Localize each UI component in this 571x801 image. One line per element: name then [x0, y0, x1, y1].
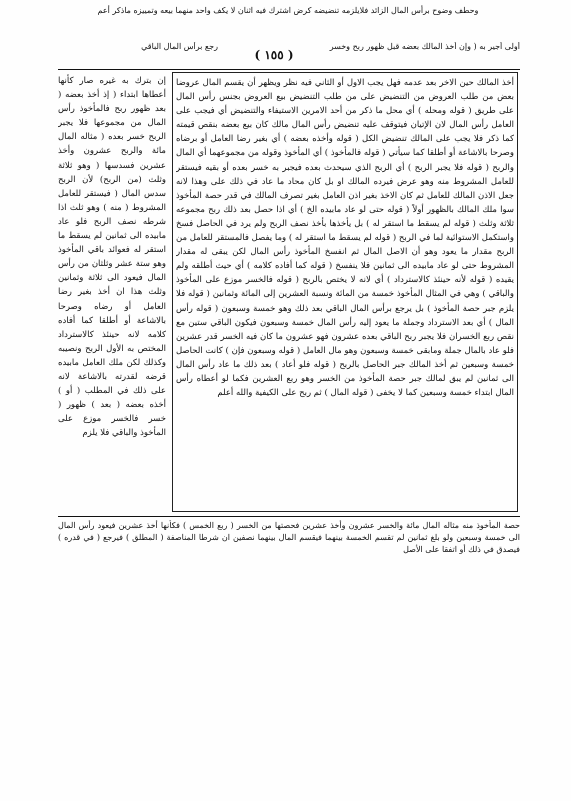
bottom-text-block: حصة المأخوذ منه مثاله المال مائة والخسر عشرون وأخذ عشرين فحصتها من الخسر ( ربع الخمس ) فكأنها أخذ عشرين فيعود رأس المال الى خمسة وسبعين ولو بلغ ثمانين لم تقسم الخمسة بينهما فيقسم المال بينهما نصفين ان شرطا المناصفة ( المطلق ) فيرجع ( في قدره ) فيصدق في ذلك أو اتفقا على الأصل	[58, 521, 520, 554]
page-header	[58, 38, 520, 72]
page-number: ( ١٥٥ )	[254, 48, 294, 62]
top-margin-note: وحطف وضوح برأس المال الزائد فلايلزمه تنضيضه كرض اشترك فيه اثنان لا يكف واحد منهما بيعه وتمييزه ماذكر أعم	[97, 6, 479, 15]
bottom-rule	[58, 516, 520, 517]
header-left-text: رجع برأس المال الباقي	[141, 42, 218, 51]
main-commentary-column: أخذ المالك حين الاخر بعد عدمه فهل يجب الاول أو الثاني فيه نظر ويظهر أن يقسم المال عروضا بعض من طلب العروض من التنضيض على من طلب التنضيض بيع العروض بجنس رأس المال على طريق ( قوله ومحله ) أي محل ما ذكر من أحد الامرين الاستيفاء والتنضيض أي فيجب على العامل رأس المال لان الإتيان فيتوقف عليه تنضيض رأس المال مالك كان بيع بعضه بنقص قيمته كما ذكر فلا يجب على المالك تنضيض الكل ( قوله وأخذه بعضه ) أي بغير رضا العامل أو برضاه وصرحا بالاشاعة أو أطلقا كما سيأتي ( قوله فالمأخوذ ) أي المأخوذ وقوله من مجموعهما أي المال والربح ( قوله فلا يجبر الربح ) أي الربح الذي سيحدث بعده فيجبر به خسر بعده أو بقيه فيستقر للعامل المشروط منه وهو عرض فيرده المالك او بل كان محاد ما عاد في ذلك على وهذا لانه جعل الاذن المالك للعامل ثم كان الاخذ بغير اذن العامل بغير تصرف المالك في قدر حصة المأخوذ سوا ملك المالك بالظهور أولاً ( قوله حتى لو عاد مابيده الخ ) أي اذا حصل بعد ذلك ربح مجموعه ثلاثة وثلث ( قوله لم يسقط ما استقر له ) بل يأخذها بأخذ نصف الربح ولم يرد في الحاصل فسخ واستكمل الاستوائية لما في الربح ( قوله لم يسقط ما استقر له ) وما يفصل فالمستقر للعامل من الربح مقدار ما يعود وهو أن الاصل المال ثم انفسخ المأخوذ رأس المال لكن يبقى له مقدار المشروط حتى لو عاد مابيده الى ثمانين فلا ينفسخ ( قوله كما أفاده كلامه ) أي حيث أطلقه ولم يقيده ( قوله لأنه حينئذ كالاسترداد ) أي لانه لا يختص بالربح ( قوله فالخسر موزع على المأخوذ والباقي ) وهي في المثال المأخوذ خمسة من المائة ونسبة العشرين إلى المائة وثمانين ( قوله فلا يلزم جبر حصة المأخوذ ) بل يرجع برأس المال الباقي بعد ذلك وهو خمسة وسبعون ( قوله رأس المال ) أي بعد الاسترداد وجملة ما يعود إليه رأس المال خمسة وسبعون فيكون الباقي ستين مع نقص ربع الخسران فلا يجبر ربح الباقي بعده عشرون فهو عشرون ما كان فيه الخسر قدر عشرين فلو عاد بالمال جملة ومابقى خمسة وسبعون وهو مال العامل ( قوله وسبعون فإن ) كانت الحاصل خمسة وسبعين ثم أخذ المالك جبر الحاصل بالربح ( قوله فلو أعاد ) بعد ذلك ما عاد رأس المال الى ثمانين لم يبق لمالك جبر حصة المأخوذ من الخسر وهو ربع العشرين فكما لو أعطاه رأس المال ابتداء خمسة وسبعين كما لا يخفى ( قوله المال ) ثم ربح على الكيفية والله أعلم	[176, 78, 514, 399]
side-commentary-column: إن بترك به غيره صار كأنها أعطاها ابتداء ( إذ أخذ بعضه ( بعد ظهور ربح فالمأخوذ رأس المال من مجموعها فلا يجبر الربح خسر بعده ( مثاله المال مائة والربح عشرون وأخذ عشرين فسدسها ( وهو ثلاثة وثلث (من الربح) لأن الربح سدس المال ( فيستقر للعامل المشروط ( منه ) وهو ثلث اذا شرطه نصف الربح فلو عاد مابيده الى ثمانين لم يسقط ما استقر له فعوائد باقي المأخوذ وهو ستة عشر وثلثان من رأس المال فيعود الى ثلاثة وثمانين وثلث هذا ان أخذ بغير رضا العامل أو رضاه وصرحا بالاشاعة أو أطلقا كما أفاده كلامه لانه حينئذ كالاسترداد المختص به الأول الربح ونصيبه وكذلك لكن ملك العامل مابيده قرضه لقدرته بالاشاعة لانه على ذلك في المطلب ( أو ) أخذه بعضه ( بعد ) ظهور ( خسر فالخسر موزع على المأخوذ والباقي فلا يلزم	[58, 76, 166, 439]
header-rule	[58, 69, 520, 70]
header-right-text: أولى أجير به ( وإن أخذ المالك بعضه قبل ظهور ربح وخسر	[329, 42, 520, 51]
